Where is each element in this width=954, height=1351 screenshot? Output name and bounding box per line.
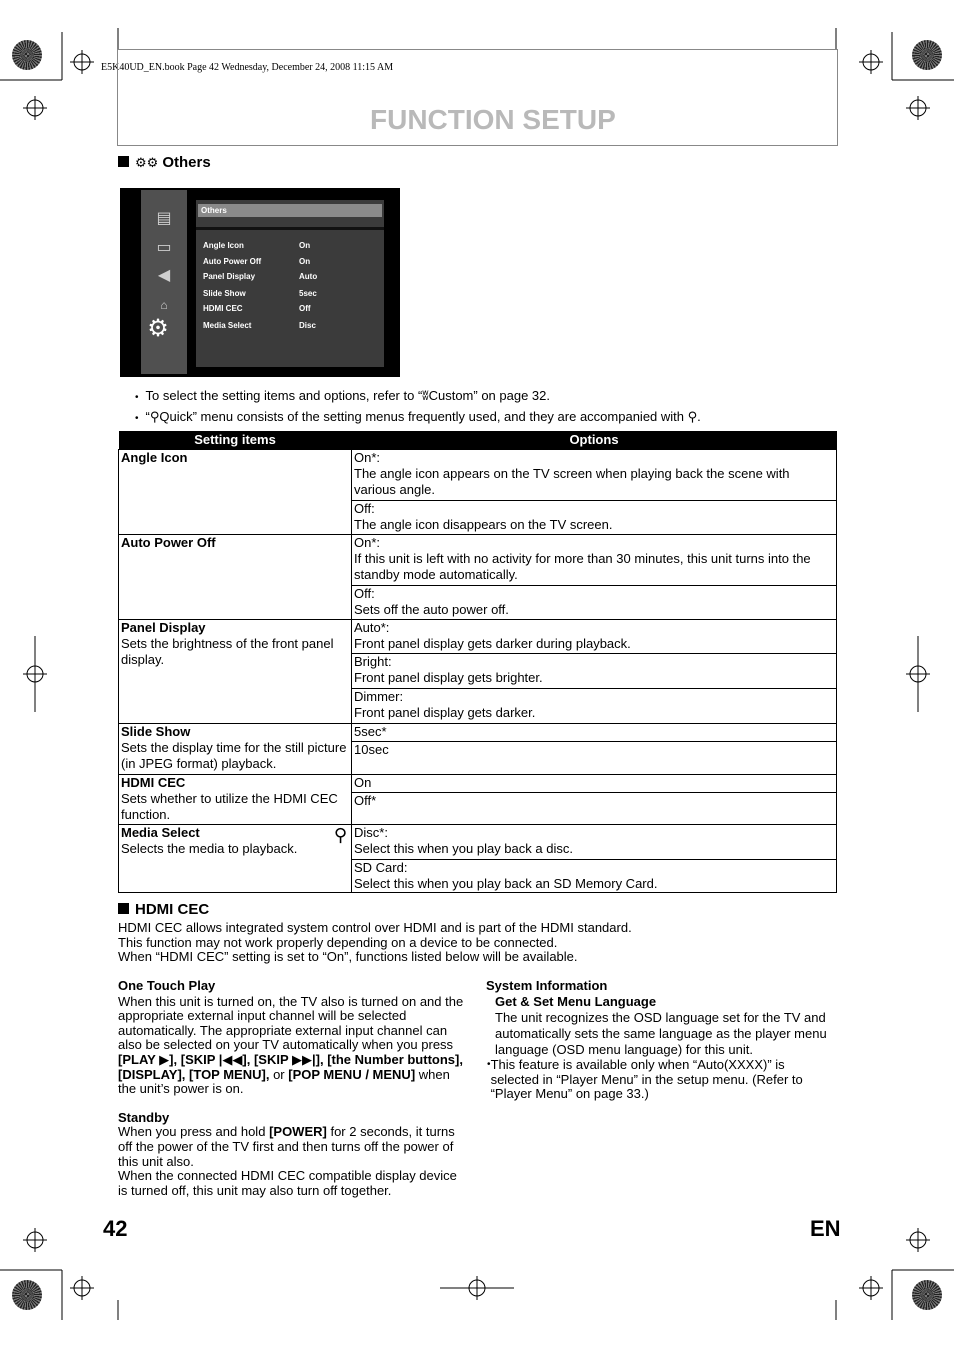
osd-separator [196, 227, 384, 230]
osd-item: Media Select [203, 321, 252, 330]
osd-item: Slide Show [203, 289, 246, 298]
osd-value: Disc [299, 321, 316, 330]
osd-value: 5sec [299, 289, 317, 298]
setting-cell: Slide Show Sets the display time for the still picture (in JPEG format) playback. [119, 724, 352, 775]
menu-language-text: The unit recognizes the OSD language set for the TV and automatically sets the same language as the player menu language (OSD menu language) for this unit. [495, 1010, 827, 1058]
osd-value: Off [299, 304, 311, 313]
option-cell: Off* [352, 793, 837, 825]
option-cell: Off: The angle icon disappears on the TV screen. [352, 501, 837, 535]
option-cell: On*: If this unit is left with no activity for more than 30 minutes, this unit turns into the standby mode automatically. [352, 535, 837, 586]
custom-icon: ʬ [422, 388, 429, 403]
others-heading: ⚙⚙ Others [118, 154, 211, 171]
col-header: Options [352, 431, 837, 450]
osd-panel-title: Others [198, 204, 382, 217]
setting-cell: Panel Display Sets the brightness of the front panel display. [119, 620, 352, 724]
setting-cell: Media Select Selects the media to playback. ⚲ [119, 825, 352, 893]
settings-table [118, 431, 837, 893]
option-cell: On*: The angle icon appears on the TV screen when playing back the scene with various angle. [352, 450, 837, 501]
setting-cell: HDMI CEC Sets whether to utilize the HDMI CEC function. [119, 775, 352, 825]
menu-language-title: Get & Set Menu Language [495, 993, 657, 1009]
square-bullet-icon [118, 903, 129, 914]
lock-icon: ⌂ [160, 298, 168, 312]
wrench-icon: ⚲ [687, 409, 698, 424]
one-touch-play-title: One Touch Play [118, 978, 216, 993]
standby-text: When you press and hold [POWER] for 2 seconds, it turns off the power of the TV first and then turns off the power of this unit also. [118, 1124, 455, 1169]
osd-item: Angle Icon [203, 241, 244, 250]
standby-title: Standby [118, 1109, 170, 1125]
right-column [486, 979, 836, 1102]
page-number: 42 [103, 1216, 128, 1241]
note-item: • To select the setting items and options, refer to “ʬCustom” on page 32. [135, 386, 701, 407]
option-cell: SD Card: Select this when you play back an SD Memory Card. [352, 860, 837, 893]
option-cell: Bright: Front panel display gets brighter. [352, 654, 837, 689]
option-cell: 5sec* [352, 724, 837, 742]
col-header: Setting items [119, 431, 352, 450]
osd-item: HDMI CEC [203, 304, 243, 313]
osd-item: Panel Display [203, 272, 256, 281]
standby-text-2: When the connected HDMI CEC compatible display device is turned off, this unit may also turn off together. [118, 1168, 457, 1198]
osd-value: Auto [299, 272, 318, 281]
osd-item: Auto Power Off [203, 257, 262, 266]
osd-value: On [299, 257, 311, 266]
one-touch-play-text: When this unit is turned on, the TV also is turned on and the appropriate external input channel will be selected automatically. The appropriate external input channel can also be selected on your TV automatically when you press [PLAY ▶], [SKIP |◀◀], [SKIP ▶▶|], [the Number buttons], [DISPLAY], [TOP MENU], or [POP MENU / MENU] when the unit’s power is on. [118, 993, 464, 1097]
setting-cell: Auto Power Off [119, 535, 352, 620]
hdmi-cec-heading: HDMI CEC [118, 901, 209, 918]
language-tag: EN [810, 1216, 841, 1241]
square-bullet-icon [118, 156, 129, 167]
osd-value: On [299, 241, 311, 250]
tv-icon: ▭ [156, 239, 172, 256]
osd-panel [196, 200, 384, 367]
option-cell: Auto*: Front panel display gets darker during playback. [352, 620, 837, 654]
hdmi-intro: HDMI CEC allows integrated system control over HDMI and is part of the HDMI standard. This function may not work properly depending on a device to be connected. When “HDMI CEC” setting is set to “On”, functions listed below will be available. [118, 920, 632, 965]
gears-icon: ⚙⚙ [135, 155, 159, 170]
menu-language-note: • This feature is available only when “Auto(XXXX)” is selected in “Player Menu” in the setup menu. (Refer to “Player Menu” on page 33.) [487, 1057, 803, 1102]
wrench-icon: ⚲ [333, 825, 347, 845]
option-cell: Dimmer: Front panel display gets darker. [352, 689, 837, 724]
setting-cell: Angle Icon [119, 450, 352, 535]
left-column [118, 979, 468, 1198]
speaker-icon: ◀ [157, 267, 171, 284]
system-info-title: System Information [486, 978, 608, 993]
page-title: FUNCTION SETUP [370, 104, 616, 135]
disc-icon: ▤ [156, 210, 172, 227]
option-cell: Off: Sets off the auto power off. [352, 586, 837, 620]
book-info: E5K40UD_EN.book Page 42 Wednesday, December 24, 2008 11:15 AM [101, 62, 394, 73]
wrench-icon: ⚲ [149, 409, 160, 424]
notes-list [135, 386, 701, 428]
others-gear-icon: ⚙ [147, 315, 169, 342]
note-item: • “⚲Quick” menu consists of the setting menus frequently used, and they are accompanied with ⚲. [135, 407, 701, 428]
option-cell: Disc*: Select this when you play back a disc. [352, 825, 837, 860]
option-cell: 10sec [352, 742, 837, 775]
option-cell: On [352, 775, 837, 793]
